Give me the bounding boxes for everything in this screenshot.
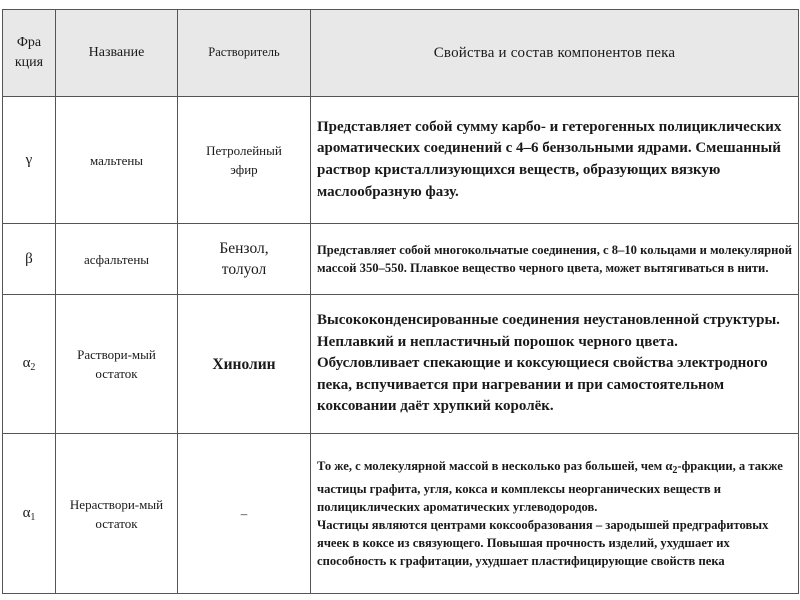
fraction-subscript: 1 <box>30 511 36 523</box>
description-cell <box>311 295 799 434</box>
description-cell <box>311 97 799 224</box>
header-name <box>56 10 178 97</box>
description-cell <box>311 224 799 295</box>
pitch-fractions-table <box>2 9 799 594</box>
description-text: Представляет собой многокольчатые соединения, с 8–10 кольцами и молекулярной массой 350–550. Плавкое вещество черного цвета, может вытягиваться в нити. <box>317 243 792 275</box>
fraction-cell <box>3 295 56 434</box>
table-row <box>3 434 799 594</box>
solvent-text: – <box>240 506 248 521</box>
fraction-symbol: β <box>25 250 33 267</box>
fraction-cell <box>3 434 56 594</box>
header-fraction <box>3 10 56 97</box>
solvent-text: Хинолин <box>212 355 276 373</box>
description-intro-subscript: 2 <box>672 465 678 476</box>
solvent-text: Петролейный эфир <box>206 143 282 177</box>
name-cell <box>56 224 178 295</box>
solvent-cell <box>178 224 311 295</box>
fraction-name: Раствори-мый остаток <box>77 347 156 381</box>
description-text: Представляет собой сумму карбо- и гетерогенных полициклических ароматических соединений с 4–6 бензольными ядрами. Смешанный раствор кристаллизующихся веществ, образующих вязкую маслообразную фазу. <box>317 118 782 200</box>
name-cell <box>56 97 178 224</box>
name-cell <box>56 295 178 434</box>
fraction-name: асфальтены <box>83 251 150 267</box>
fraction-symbol: α <box>22 355 31 371</box>
solvent-cell <box>178 295 311 434</box>
name-cell <box>56 434 178 594</box>
fraction-subscript: 2 <box>30 362 36 373</box>
header-name-label: Название <box>88 45 145 60</box>
table-header-row <box>3 10 799 97</box>
description-text <box>317 457 792 516</box>
description-text: Частицы являются центрами коксообразования – зародышей предграфитовых ячеек в коксе из связующего. Повышая прочность изделий, ухудшает их способность к графитации, ухудшает пластифицирующие свойств пека <box>317 518 769 568</box>
solvent-cell <box>178 434 311 594</box>
fraction-symbol: α <box>22 504 31 521</box>
table-row <box>3 224 799 295</box>
description-intro-a: То же, с молекулярной массой в несколько раз большей, чем α <box>317 459 673 473</box>
header-solvent-label: Растворитель <box>208 45 280 59</box>
header-properties <box>311 10 799 97</box>
fraction-cell <box>3 224 56 295</box>
description-text: Обусловливает спекающие и коксующиеся свойства электродного пека, вспучивается при нагревании и при самостоятельном коксовании даёт хрупкий королёк. <box>317 355 768 415</box>
table-row <box>3 295 799 434</box>
description-intro-b: -фракции, а также частицы графита, угля, кокса и комплексы неорганических веществ и полициклических ароматических углеводородов. <box>317 459 783 514</box>
header-solvent <box>178 10 311 97</box>
header-properties-label: Свойства и состав компонентов пека <box>433 44 676 61</box>
header-fraction-label: Фракция <box>14 35 44 70</box>
description-text: Высококонденсированные соединения неустановленной структуры. Неплавкий и непластичный порошок черного цвета. <box>317 312 780 350</box>
fraction-name: мальтены <box>89 152 144 168</box>
fraction-symbol: γ <box>25 151 33 168</box>
fraction-cell <box>3 97 56 224</box>
fraction-name: Нераствори-мый остаток <box>69 496 164 531</box>
description-cell <box>311 434 799 594</box>
solvent-text: Бензол, толуол <box>219 240 269 278</box>
solvent-cell <box>178 97 311 224</box>
table-row <box>3 97 799 224</box>
